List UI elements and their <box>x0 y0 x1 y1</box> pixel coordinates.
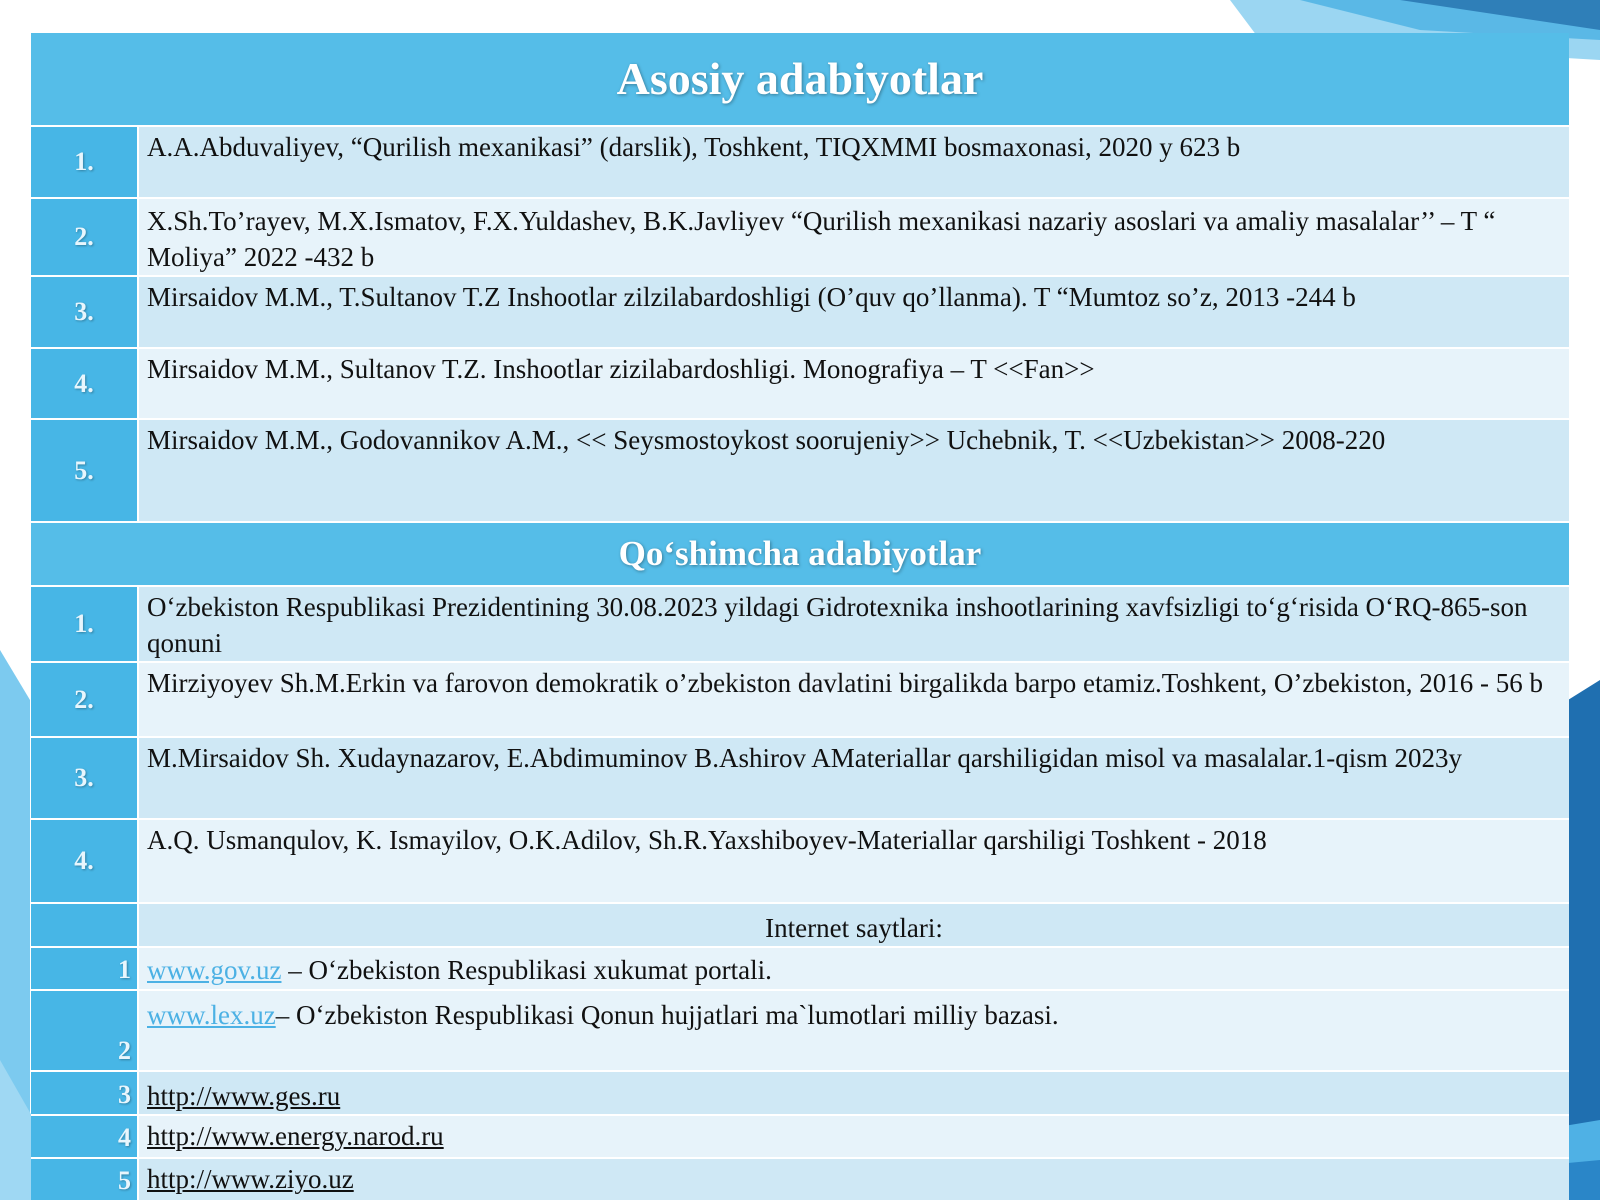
internet-caption-row <box>31 903 1569 947</box>
website-link[interactable]: www.gov.uz <box>147 955 282 985</box>
website-entry <box>138 1071 1569 1115</box>
reference-text: A.A.Abduvaliyev, “Qurilish mexanikasi” (darslik), Toshkent, TIQXMMI bosmaxonasi, 2020 y 623 b <box>138 126 1569 198</box>
table-row <box>31 947 1569 990</box>
website-link[interactable]: http://www.energy.narod.ru <box>147 1121 444 1151</box>
row-number: 3. <box>31 737 138 819</box>
reference-text: Mirsaidov M.M., Godovannikov A.M., << Seysmostoykost soorujeniy>> Uchebnik, T. <<Uzbekistan>> 2008-220 <box>138 419 1569 522</box>
table-row <box>31 348 1569 419</box>
row-number-empty <box>31 903 138 947</box>
reference-text: A.Q. Usmanqulov, K. Ismayilov, O.K.Adilov, Sh.R.Yaxshiboyev-Materiallar qarshiligi Toshkent - 2018 <box>138 819 1569 903</box>
main-section-title: Asosiy adabiyotlar <box>31 33 1569 126</box>
row-number: 2 <box>31 990 138 1071</box>
table-row <box>31 276 1569 348</box>
table-row <box>31 662 1569 737</box>
table-row <box>31 198 1569 276</box>
website-link[interactable]: www.lex.uz <box>147 1000 276 1030</box>
website-entry <box>138 1115 1569 1158</box>
literature-table <box>31 33 1569 1202</box>
table-row <box>31 990 1569 1071</box>
row-number: 5 <box>31 1158 138 1201</box>
website-description: – O‘zbekiston Respublikasi xukumat portali. <box>281 955 772 985</box>
website-entry <box>138 947 1569 990</box>
internet-caption: Internet saytlari: <box>138 903 1569 947</box>
reference-text: Mirziyoyev Sh.M.Erkin va farovon demokratik o’zbekiston davlatini birgalikda barpo etamiz.Toshkent, O’zbekiston, 2016 - 56 b <box>138 662 1569 737</box>
reference-text: Mirsaidov M.M., Sultanov T.Z. Inshootlar zizilabardoshligi. Monografiya – T <<Fan>> <box>138 348 1569 419</box>
website-link[interactable]: http://www.ges.ru <box>147 1081 341 1111</box>
table-row <box>31 819 1569 903</box>
row-number: 3. <box>31 276 138 348</box>
table-row <box>31 126 1569 198</box>
website-entry <box>138 1158 1569 1201</box>
website-link[interactable]: http://www.ziyo.uz <box>147 1164 354 1194</box>
row-number: 2. <box>31 198 138 276</box>
website-description: – O‘zbekiston Respublikasi Qonun hujjatlari ma`lumotlari milliy bazasi. <box>275 1000 1059 1030</box>
reference-text: X.Sh.To’rayev, M.X.Ismatov, F.X.Yuldashev, B.K.Javliyev “Qurilish mexanikasi nazariy asoslari va amaliy masalalar’’ – T “ Moliya” 2022 -432 b <box>138 198 1569 276</box>
row-number: 4. <box>31 348 138 419</box>
row-number: 5. <box>31 419 138 522</box>
row-number: 4 <box>31 1115 138 1158</box>
main-section-header <box>31 33 1569 126</box>
table-row <box>31 1158 1569 1201</box>
table-row <box>31 419 1569 522</box>
row-number: 1. <box>31 586 138 662</box>
website-entry <box>138 990 1569 1071</box>
reference-text: O‘zbekiston Respublikasi Prezidentining 30.08.2023 yildagi Gidrotexnika inshootlarining xavfsizligi to‘g‘risida O‘RQ-865-son qonuni <box>138 586 1569 662</box>
table-row <box>31 1115 1569 1158</box>
row-number: 1 <box>31 947 138 990</box>
reference-text: M.Mirsaidov Sh. Xudaynazarov, E.Abdimuminov B.Ashirov AMateriallar qarshiligidan misol va masalalar.1-qism 2023y <box>138 737 1569 819</box>
table-row <box>31 1071 1569 1115</box>
row-number: 1. <box>31 126 138 198</box>
extra-section-title: Qo‘shimcha adabiyotlar <box>31 522 1569 586</box>
reference-text: Mirsaidov M.M., T.Sultanov T.Z Inshootlar zilzilabardoshligi (O’quv qo’llanma). T “Mumtoz so’z, 2013 -244 b <box>138 276 1569 348</box>
row-number: 3 <box>31 1071 138 1115</box>
row-number: 2. <box>31 662 138 737</box>
table-row <box>31 737 1569 819</box>
extra-section-header <box>31 522 1569 586</box>
row-number: 4. <box>31 819 138 903</box>
table-row <box>31 586 1569 662</box>
